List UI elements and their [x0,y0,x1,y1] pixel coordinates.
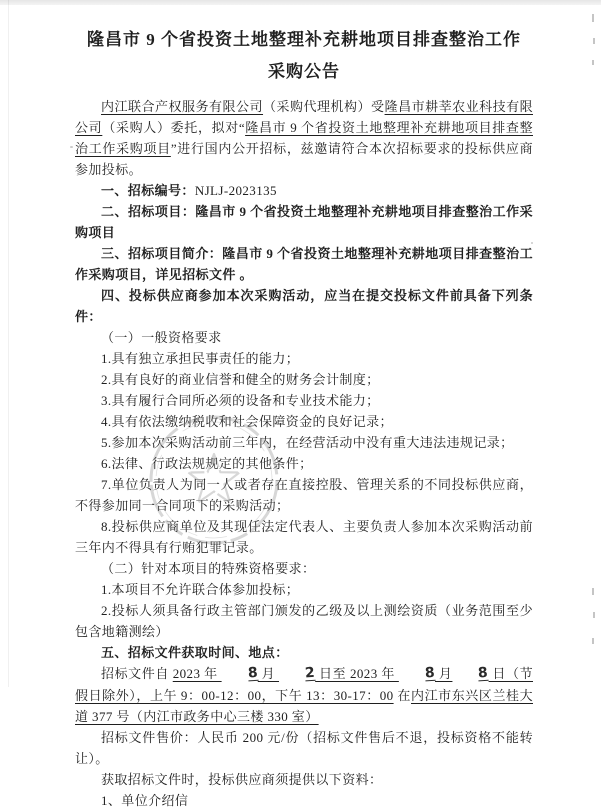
special-qualifications-header: （二）针对本项目的特殊资格要求： [101,561,316,576]
section-1-label: 一、招标编号： [101,183,195,198]
project-name: 隆昌市 9 个省投资土地整理补充耕地项目排查整治工作采购项目 [75,120,533,156]
obtain-date: 2023 年 [172,666,222,681]
handwritten-day-1: 2 [304,664,316,682]
obtain-date: 日至 2023 年 [315,666,399,681]
section-5-obtain-header: 五、招标文件获取时间、地点： [101,645,289,660]
document-title [75,24,533,88]
handwritten-day-2: 8 [477,664,490,682]
intro-text: （采购代理机构）受 [263,99,385,114]
general-item: 1.具有独立承担民事责任的能力； [101,351,300,366]
purchaser-name: 隆昌市耕莘农业科技有限公司 [75,99,533,135]
intro-text: （采购人）委托，拟对“ [102,120,246,135]
handwritten-month-2: 8 [424,664,436,682]
section-3-project-brief: 三、招标项目简介：隆昌市 9 个省投资土地整理补充耕地项目排查整治工作采购项目，详见招标文件 。 [75,246,533,282]
special-item: 1.本项目不允许联合体参加投标； [101,582,300,597]
obtain-time-range: 日（节假日除外），上午 9：00-12：00，下午 13：30-17：00 [75,666,533,703]
general-item: 2.具有良好的商业信誉和健全的财务会计制度； [101,372,380,387]
section-1-tender-number [75,180,533,201]
general-item: 5.参加本次采购活动前三年内，在经营活动中没有重大违法违规记录； [101,435,514,450]
section-4-conditions: 四、投标供应商参加本次采购活动，应当在提交投标文件前具备下列条件： [75,288,533,324]
general-item: 8.投标供应商单位及其现任法定代表人、主要负责人参加本次采购活动前三年内不得具有行贿犯罪记录。 [75,519,533,555]
obtain-time-place-paragraph [75,663,533,727]
general-qualifications-header: （一）一般资格要求 [101,330,222,345]
tender-number-value: NJLJ-2023135 [194,183,277,198]
obtain-at-word: 在 [393,688,411,703]
general-item: 3.具有履行合同所必须的设备和专业技术能力； [101,393,380,408]
obtain-prefix: 招标文件自 [101,666,173,681]
obtain-date: 月 [435,666,453,681]
special-item: 2.投标人须具备行政主管部门颁发的乙级及以上测绘资质（业务范围至少包含地籍测绘） [75,603,533,639]
agency-name: 内江联合产权服务有限公司 [101,99,264,114]
material-item-1: 1、单位介绍信 [101,793,189,808]
intro-text: ”进行国内公开招标，兹邀请符合本次招标要求的投标供应商参加投标。 [75,141,533,177]
document-price-line: 招标文件售价：人民币 200 元/份（招标文件售后不退，投标资格不能转让）。 [75,730,533,766]
general-item: 7.单位负责人为同一人或者存在直接控股、管理关系的不同投标供应商，不得参加同一合同项下的采购活动； [75,477,533,513]
obtain-date: 月 [257,666,280,681]
title-line2: 采购公告 [268,62,340,81]
obtain-address: 内江市东兴区兰桂大道 377 号（内江市政务中心三楼 330 室） [75,688,533,724]
announcement-body [75,24,533,811]
general-item: 6.法律、行政法规规定的其他条件； [101,456,313,471]
title-line1: 隆昌市 9 个省投资土地整理补充耕地项目排查整治工作 [87,30,521,49]
provide-materials-line: 获取招标文件时，投标供应商须提供以下资料： [101,772,383,787]
section-2-tender-project: 二、招标项目：隆昌市 9 个省投资土地整理补充耕地项目排查整治工作采购项目 [75,204,533,240]
general-item: 4.具有依法缴纳税收和社会保障资金的良好记录； [101,414,393,429]
handwritten-month-1: 8 [246,664,259,682]
intro-paragraph [75,96,533,180]
